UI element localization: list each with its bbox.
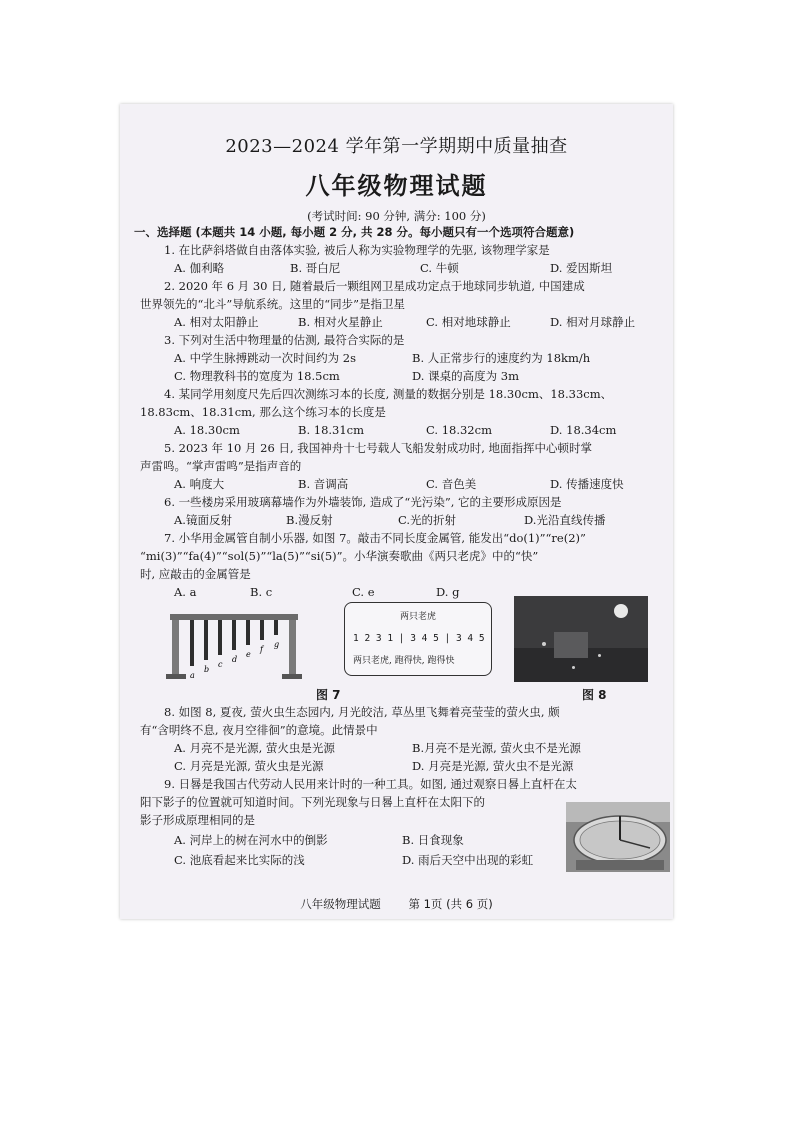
tube-label-e: e xyxy=(246,650,251,659)
q7-stem-3: 时, 应敲击的金属管是 xyxy=(140,567,251,581)
q2-stem-1: 2. 2020 年 6 月 30 日, 随着最后一颗组网卫星成功定点于地球同步轨道, 中国建成 xyxy=(164,279,585,293)
tube-label-a: a xyxy=(190,671,195,680)
q2-option-d: D. 相对月球静止 xyxy=(550,315,636,329)
q9-stem-2: 阳下影子的位置就可知道时间。下列光现象与日晷上直杆在太阳下的 xyxy=(140,795,485,809)
q8-option-a: A. 月亮不是光源, 萤火虫是光源 xyxy=(174,741,335,755)
q4-stem-1: 4. 某同学用刻度尺先后四次测练习本的长度, 测量的数据分别是 18.30cm、18.33cm、 xyxy=(164,387,613,401)
q7-stem-1: 7. 小华用金属管自制小乐器, 如图 7。敲击不同长度金属管, 能发出“do(1)”“re(2)” xyxy=(164,531,586,545)
q4-option-a: A. 18.30cm xyxy=(174,423,240,437)
section-heading: 一、选择题 (本题共 14 小题, 每小题 2 分, 共 28 分。每小题只有一个选项符合题意) xyxy=(134,225,575,239)
q2-stem-2: 世界领先的“北斗”导航系统。这里的“同步”是指卫星 xyxy=(140,297,406,311)
tube-label-b: b xyxy=(204,665,210,674)
tube-label-f: f xyxy=(260,645,263,654)
sundial-photo xyxy=(566,802,670,872)
song-score-box xyxy=(344,602,492,676)
q9-stem-3: 影子形成原理相同的是 xyxy=(140,813,255,827)
page-footer xyxy=(120,896,673,912)
q6-option-c: C.光的折射 xyxy=(398,513,457,527)
q7-stem-2: “mi(3)”“fa(4)”“sol(5)”“la(5)”“si(5)”。小华演奏歌曲《两只老虎》中的“快” xyxy=(140,549,539,563)
q5-option-a: A. 响度大 xyxy=(174,477,225,491)
q3-stem: 3. 下列对生活中物理量的估测, 最符合实际的是 xyxy=(164,333,405,347)
q1-option-a: A. 伽利略 xyxy=(174,261,225,275)
q2-option-b: B. 相对火星静止 xyxy=(298,315,383,329)
exam-page xyxy=(120,104,673,919)
q1-option-b: B. 哥白尼 xyxy=(290,261,341,275)
q1-option-d: D. 爱因斯坦 xyxy=(550,261,613,275)
q8-stem-1: 8. 如图 8, 夏夜, 萤火虫生态园内, 月光皎洁, 草丛里飞舞着亮莹莹的萤火虫, 颇 xyxy=(164,705,560,719)
figure-7-caption: 图 7 xyxy=(316,688,341,702)
q9-option-d: D. 雨后天空中出现的彩虹 xyxy=(402,853,534,867)
score-notes: 1 2 3 1 | 3 4 5 | 3 4 5 xyxy=(353,633,485,644)
score-title: 两只老虎 xyxy=(399,612,436,622)
q6-option-a: A.镜面反射 xyxy=(174,513,232,527)
q2-option-c: C. 相对地球静止 xyxy=(426,315,511,329)
q5-option-c: C. 音色美 xyxy=(426,477,477,491)
q3-option-b: B. 人正常步行的速度约为 18km/h xyxy=(412,351,591,365)
firefly-night-photo xyxy=(514,596,648,682)
q8-stem-2: 有“含明终不息, 夜月空徘徊”的意境。此情景中 xyxy=(140,723,378,737)
footer-subject: 八年级物理试题 xyxy=(300,897,381,911)
q5-stem-2: 声雷鸣。“掌声雷鸣”是指声音的 xyxy=(140,459,302,473)
footer-page-number: 第 1页 (共 6 页) xyxy=(408,897,493,911)
q4-option-c: C. 18.32cm xyxy=(426,423,492,437)
q4-option-d: D. 18.34cm xyxy=(550,423,617,437)
q6-stem: 6. 一些楼房采用玻璃幕墙作为外墙装饰, 造成了“光污染”, 它的主要形成原因是 xyxy=(164,495,562,509)
exam-info: (考试时间: 90 分钟, 满分: 100 分) xyxy=(307,209,486,223)
q5-option-b: B. 音调高 xyxy=(298,477,349,491)
q6-option-d: D.光沿直线传播 xyxy=(524,513,606,527)
q8-option-c: C. 月亮是光源, 萤火虫是光源 xyxy=(174,759,324,773)
exam-subject: 八年级物理试题 xyxy=(305,172,488,200)
q9-option-b: B. 日食现象 xyxy=(402,833,464,847)
q2-option-a: A. 相对太阳静止 xyxy=(174,315,259,329)
q7-option-a: A. a xyxy=(174,585,197,599)
tube-instrument-figure xyxy=(166,608,306,682)
q7-option-c: C. e xyxy=(352,585,375,599)
exam-title: 2023—2024 学年第一学期期中质量抽查 xyxy=(225,136,568,157)
q9-option-a: A. 河岸上的树在河水中的倒影 xyxy=(174,833,328,847)
moon-icon xyxy=(614,604,628,618)
score-lyrics: 两只老虎, 跑得快, 跑得快 xyxy=(353,656,455,666)
tube-label-g: g xyxy=(274,640,280,649)
q3-option-d: D. 课桌的高度为 3m xyxy=(412,369,519,383)
tube-label-d: d xyxy=(232,655,238,664)
q4-stem-2: 18.83cm、18.31cm, 那么这个练习本的长度是 xyxy=(140,405,386,419)
q9-option-c: C. 池底看起来比实际的浅 xyxy=(174,853,305,867)
q5-option-d: D. 传播速度快 xyxy=(550,477,624,491)
q5-stem-1: 5. 2023 年 10 月 26 日, 我国神舟十七号载人飞船发射成功时, 地面指挥中心顿时掌 xyxy=(164,441,593,455)
q9-stem-1: 9. 日晷是我国古代劳动人民用来计时的一种工具。如图, 通过观察日晷上直杆在太 xyxy=(164,777,577,791)
q7-option-b: B. c xyxy=(250,585,273,599)
q6-option-b: B.漫反射 xyxy=(286,513,333,527)
q8-option-b: B.月亮不是光源, 萤火虫不是光源 xyxy=(412,741,581,755)
figure-8-caption: 图 8 xyxy=(582,688,607,702)
q1-stem: 1. 在比萨斜塔做自由落体实验, 被后人称为实验物理学的先驱, 该物理学家是 xyxy=(164,243,550,257)
q4-option-b: B. 18.31cm xyxy=(298,423,365,437)
tube-label-c: c xyxy=(218,660,223,669)
q3-option-a: A. 中学生脉搏跳动一次时间约为 2s xyxy=(174,351,356,365)
q8-option-d: D. 月亮是光源, 萤火虫不是光源 xyxy=(412,759,574,773)
q3-option-c: C. 物理教科书的宽度为 18.5cm xyxy=(174,369,340,383)
q1-option-c: C. 牛顿 xyxy=(420,261,459,275)
q7-option-d: D. g xyxy=(436,585,460,599)
